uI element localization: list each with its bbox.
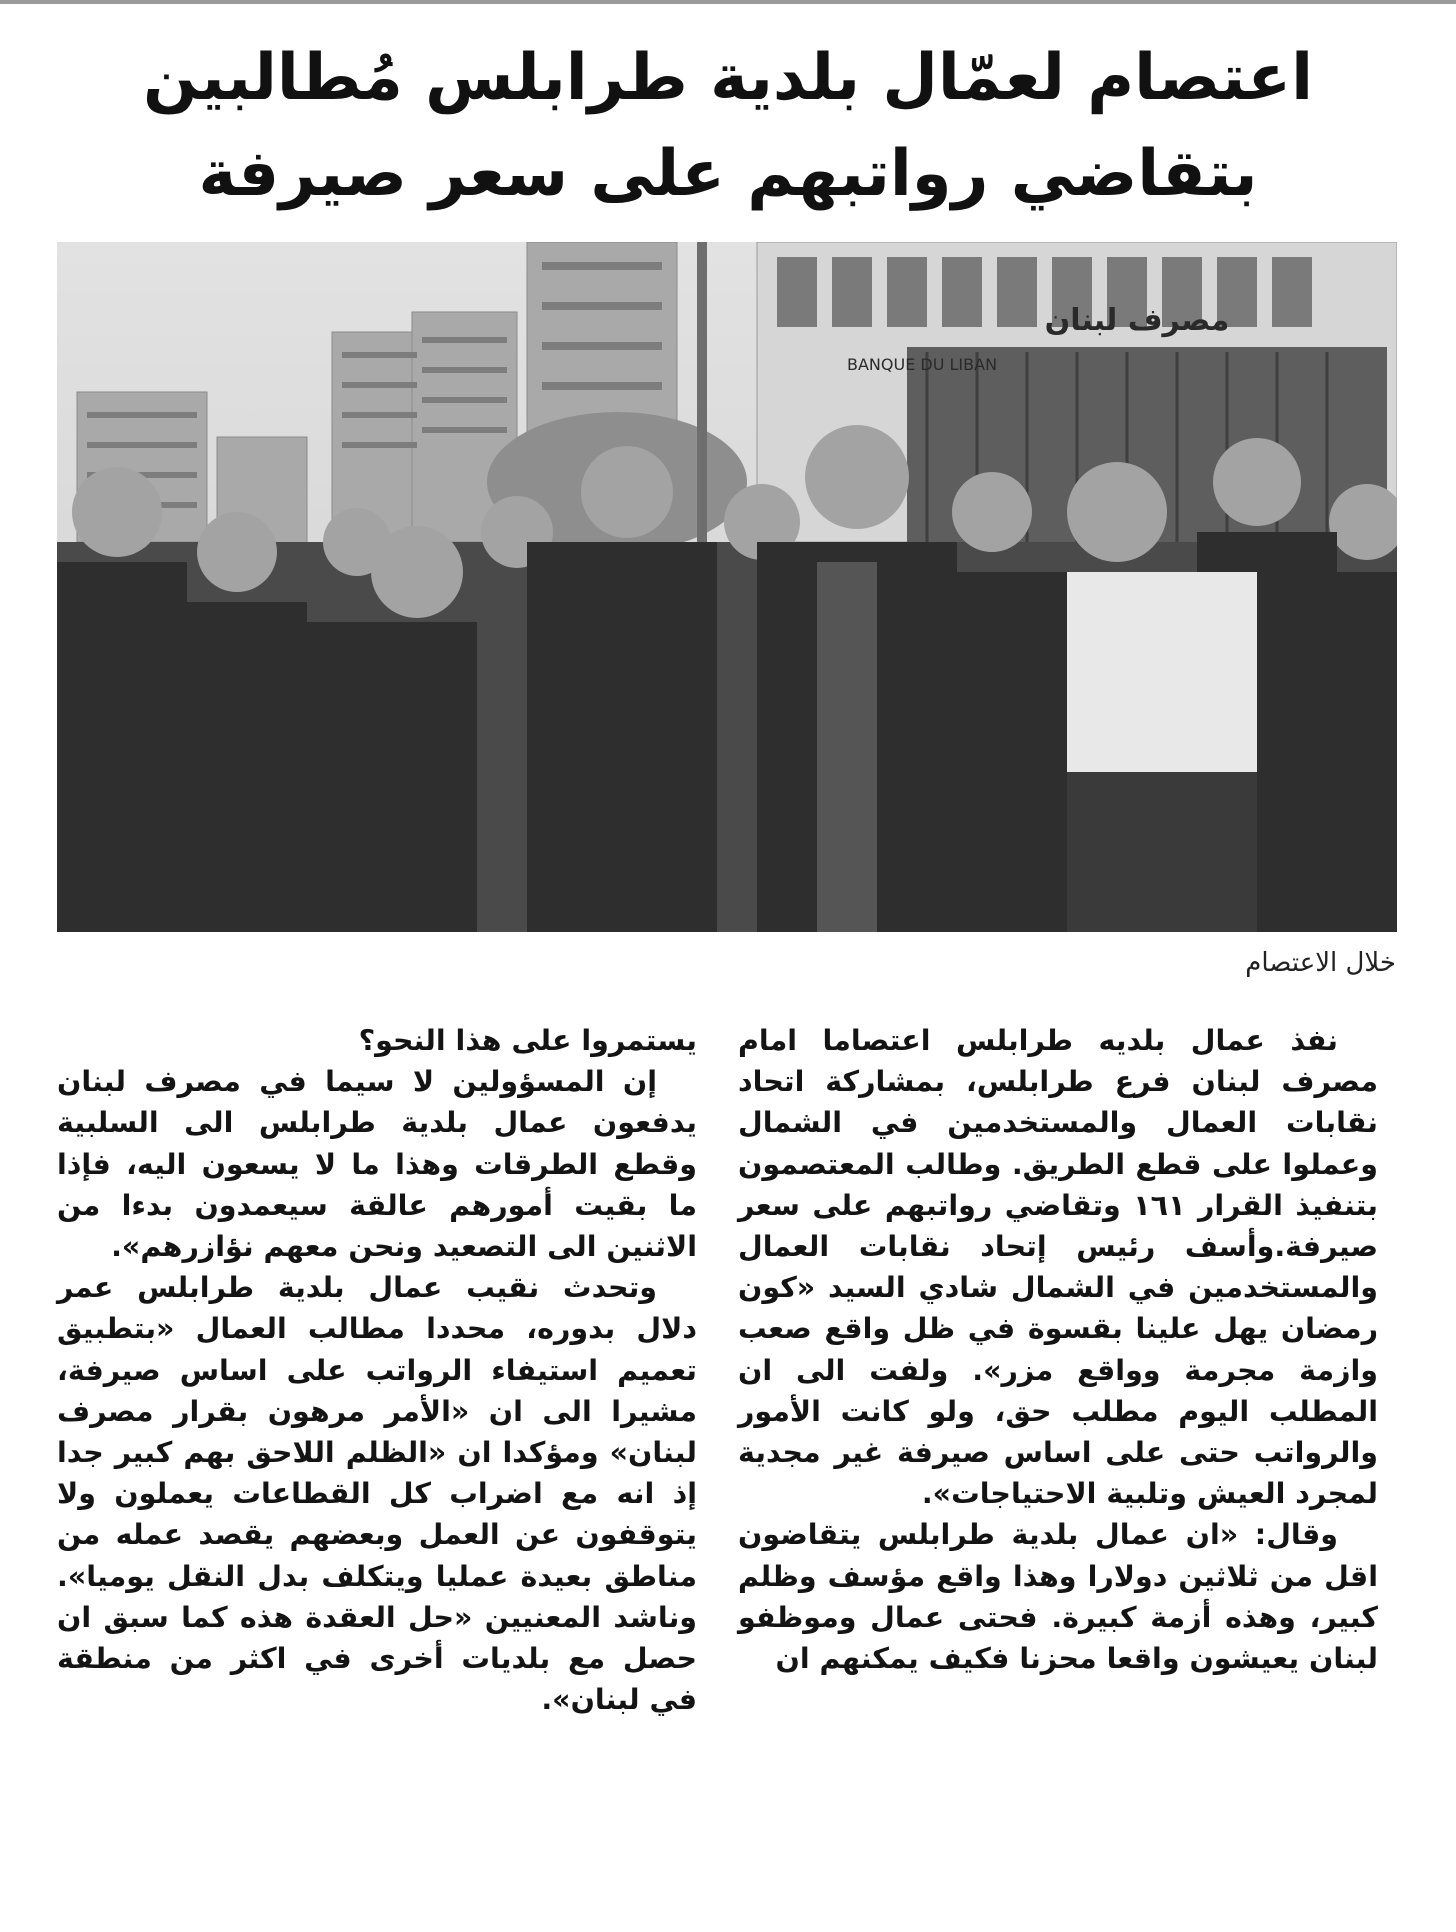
article-headline [56,30,1400,222]
article-column-left [57,1020,697,1720]
photo-caption: خلال الاعتصام [1245,948,1396,978]
paragraph: وتحدث نقيب عمال بلدية طرابلس عمر دلال بدوره، محددا مطالب العمال «بتطبيق تعميم استيفاء الرواتب على اساس صيرفة، مشيرا الى ان «الأمر مرهون بقرار مصرف لبنان» ومؤكدا ان «الظلم اللاحق بهم كبير جدا إذ انه مع اضراب كل القطاعات يعملون ولا يتوقفون عن العمل وبعضهم يقصد عمله من مناطق بعيدة عمليا ويتكلف بدل النقل يوميا». وناشد المعنيين «حل العقدة هذه كما سبق ان حصل مع بلديات أخرى في اكثر من منطقة في لبنان». [57,1271,697,1717]
article-column-right [738,1020,1378,1679]
bank-sign-latin: BANQUE DU LIBAN [847,355,998,374]
paragraph: إن المسؤولين لا سيما في مصرف لبنان يدفعون عمال بلدية طرابلس الى السلبية وقطع الطرقات وهذا ما لا يسعون اليه، فإذا ما بقيت أمورهم عالقة سيعمدون بدءا من الاثنين الى التصعيد ونحن معهم نؤازرهم». [57,1065,697,1264]
top-rule [0,0,1456,4]
paragraph: يستمروا على هذا النحو؟ [358,1024,697,1057]
paragraph: نفذ عمال بلديه طرابلس اعتصاما امام مصرف لبنان فرع طرابلس، بمشاركة اتحاد نقابات العمال والمستخدمين في الشمال وعملوا على قطع الطريق. وطالب المعتصمون بتنفيذ القرار ١٦١ وتقاضي رواتبهم على سعر صيرفة.وأسف رئيس إتحاد نقابات العمال والمستخدمين في الشمال شادي السيد «كون رمضان يهل علينا بقسوة في ظل واقع صعب وازمة مجرمة وواقع مزر». ولفت الى ان المطلب اليوم مطلب حق، ولو كانت الأمور والرواتب حتى على اساس صيرفة غير مجدية لمجرد العيش وتلبية الاحتياجات». [738,1024,1378,1511]
protest-photo [57,242,1397,932]
bank-sign-arabic: مصرف لبنان [1044,303,1230,338]
paragraph: وقال: «ان عمال بلدية طرابلس يتقاضون اقل من ثلاثين دولارا وهذا واقع مؤسف وظلم كبير، وهذه أزمة كبيرة. فحتى عمال وموظفو لبنان يعيشون واقعا محزنا فكيف يمكنهم ان [738,1518,1378,1676]
headline-line-1: اعتصام لعمّال بلدية طرابلس مُطالبين [142,41,1314,115]
headline-line-2: بتقاضي رواتبهم على سعر صيرفة [198,137,1258,211]
